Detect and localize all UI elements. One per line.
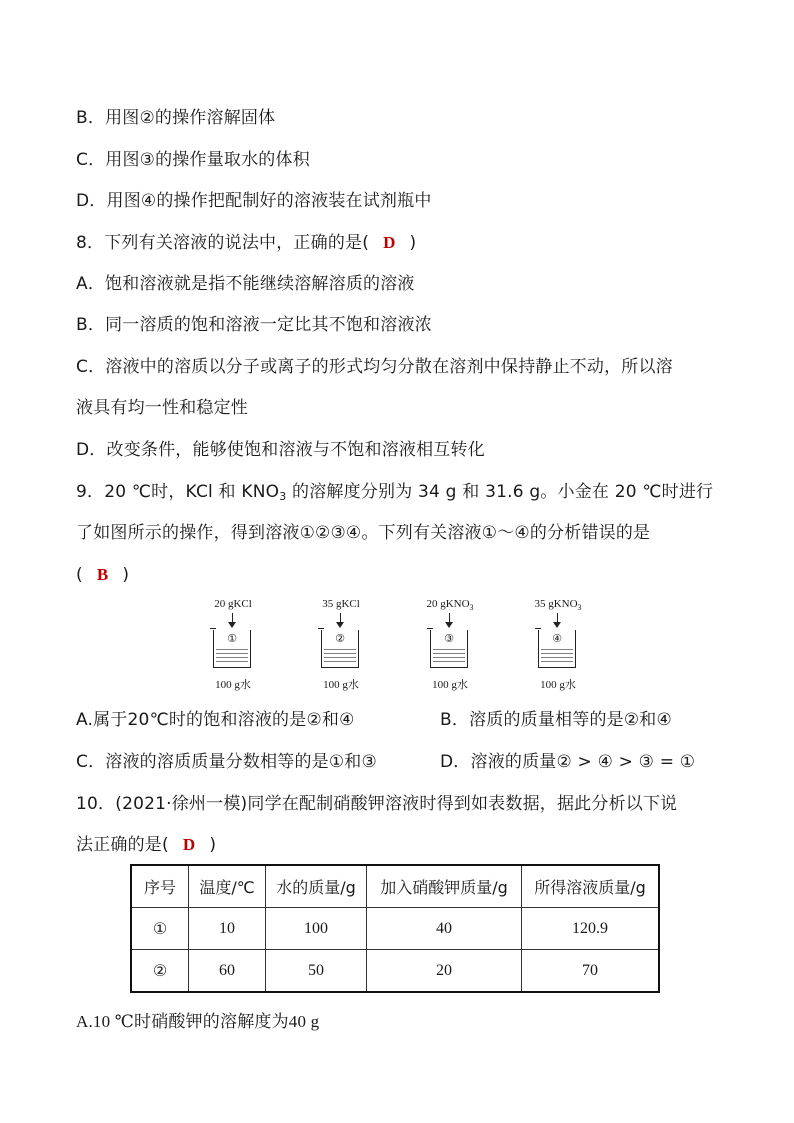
q8-stem-close: ) xyxy=(409,233,417,253)
table-cell: 70 xyxy=(522,950,660,993)
beaker-3 xyxy=(415,598,485,698)
q8-option-b: B．同一溶质的饱和溶液一定比其不饱和溶液浓 xyxy=(76,315,432,335)
beaker-2-number: ② xyxy=(335,632,345,645)
table-cell: 40 xyxy=(367,908,522,950)
table-header: 序号 xyxy=(131,865,189,908)
beaker-4-arrowhead xyxy=(553,622,561,628)
q8-stem-text: 8．下列有关溶液的说法中，正确的是( xyxy=(76,233,370,253)
q9-option-c: C．溶液的溶质质量分数相等的是①和③ xyxy=(76,752,377,772)
beaker-3-number: ③ xyxy=(444,632,454,645)
beaker-4-liquid xyxy=(541,646,573,664)
q8-option-a: A．饱和溶液就是指不能继续溶解溶质的溶液 xyxy=(76,274,415,294)
beaker-1-body xyxy=(213,630,251,668)
q8-option-c-line2: 液具有均一性和稳定性 xyxy=(76,398,248,418)
table-header-row xyxy=(131,865,659,908)
q9-option-d: D．溶液的质量② > ④ > ③ = ① xyxy=(440,752,696,772)
q9-answer: B xyxy=(96,565,109,584)
table-cell: 50 xyxy=(266,950,367,993)
table-header: 水的质量/g xyxy=(266,865,367,908)
beaker-4 xyxy=(523,598,593,698)
table-cell: 20 xyxy=(367,950,522,993)
q7-option-b: B．用图②的操作溶解固体 xyxy=(76,108,276,128)
q7-option-c: C．用图③的操作量取水的体积 xyxy=(76,150,310,170)
beaker-4-solute: 35 gKNO$_3$ xyxy=(534,598,582,612)
table-header: 所得溶液质量/g xyxy=(522,865,660,908)
q9-open: ( xyxy=(76,565,83,585)
q8-stem xyxy=(76,231,416,255)
beaker-1-liquid xyxy=(216,646,248,664)
q9-stem-line2: 了如图所示的操作，得到溶液①②③④。下列有关溶液①～④的分析错误的是 xyxy=(76,523,651,543)
beaker-4-number: ④ xyxy=(552,632,562,645)
beaker-1-solute: 20 gKCl xyxy=(214,598,252,610)
q9-stem-line1 xyxy=(76,480,713,509)
beaker-3-liquid xyxy=(433,646,465,664)
q8-option-c-line1: C．溶液中的溶质以分子或离子的形式均匀分散在溶剂中保持静止不动，所以溶 xyxy=(76,357,673,377)
table-row xyxy=(131,908,659,950)
beaker-1-arrowhead xyxy=(228,622,236,628)
beaker-1-water: 100 g水 xyxy=(215,679,251,691)
q8-option-d: D．改变条件，能够使饱和溶液与不饱和溶液相互转化 xyxy=(76,440,485,460)
q9-option-a: A.属于20℃时的饱和溶液的是②和④ xyxy=(76,710,355,730)
q8-answer: D xyxy=(383,233,396,252)
q10-stem-text: 法正确的是( xyxy=(76,835,169,855)
q9-stem-part2: 的溶解度分别为 34 g 和 31.6 g。小金在 20 ℃时进行 xyxy=(286,482,714,502)
q9-answer-line xyxy=(76,563,129,587)
table-cell: 60 xyxy=(189,950,266,993)
q10-stem-line1: 10．(2021·徐州一模)同学在配制硝酸钾溶液时得到如表数据，据此分析以下说 xyxy=(76,794,678,814)
q10-option-a: A.10 ℃时硝酸钾的溶解度为40 g xyxy=(76,1012,320,1031)
q9-stem-part1: 9．20 ℃时，KCl 和 KNO xyxy=(76,482,280,502)
q9-subscript: 3 xyxy=(279,490,287,503)
table-cell: ① xyxy=(131,908,189,950)
subscript-3: 3 xyxy=(577,603,582,612)
beaker-2-arrowhead xyxy=(336,622,344,628)
q9-close: ) xyxy=(122,565,130,585)
beaker-2-solute: 35 gKCl xyxy=(322,598,360,610)
beaker-2-water: 100 g水 xyxy=(323,679,359,691)
table-cell: 10 xyxy=(189,908,266,950)
q10-stem-line2 xyxy=(76,833,216,857)
beaker-3-body xyxy=(430,630,468,668)
table-cell: ② xyxy=(131,950,189,993)
beaker-1-number: ① xyxy=(227,632,237,645)
beaker-3-arrowhead xyxy=(445,622,453,628)
q9-option-b: B．溶质的质量相等的是②和④ xyxy=(440,710,672,730)
beaker-4-body xyxy=(538,630,576,668)
beaker-2-body xyxy=(321,630,359,668)
beaker-3-water: 100 g水 xyxy=(432,679,468,691)
data-table xyxy=(130,864,660,993)
beaker-2 xyxy=(306,598,376,698)
q10-close: ) xyxy=(209,835,217,855)
subscript-3: 3 xyxy=(469,603,474,612)
table-cell: 120.9 xyxy=(522,908,660,950)
beaker-3-solute: 20 gKNO$_3$ xyxy=(426,598,474,612)
table-header: 温度/℃ xyxy=(189,865,266,908)
q7-option-d: D．用图④的操作把配制好的溶液装在试剂瓶中 xyxy=(76,191,432,211)
table-header: 加入硝酸钾质量/g xyxy=(367,865,522,908)
table-cell: 100 xyxy=(266,908,367,950)
beaker-2-liquid xyxy=(324,646,356,664)
q10-answer: D xyxy=(182,835,196,854)
beaker-4-water: 100 g水 xyxy=(540,679,576,691)
table-row xyxy=(131,950,659,993)
beaker-1 xyxy=(198,598,268,698)
